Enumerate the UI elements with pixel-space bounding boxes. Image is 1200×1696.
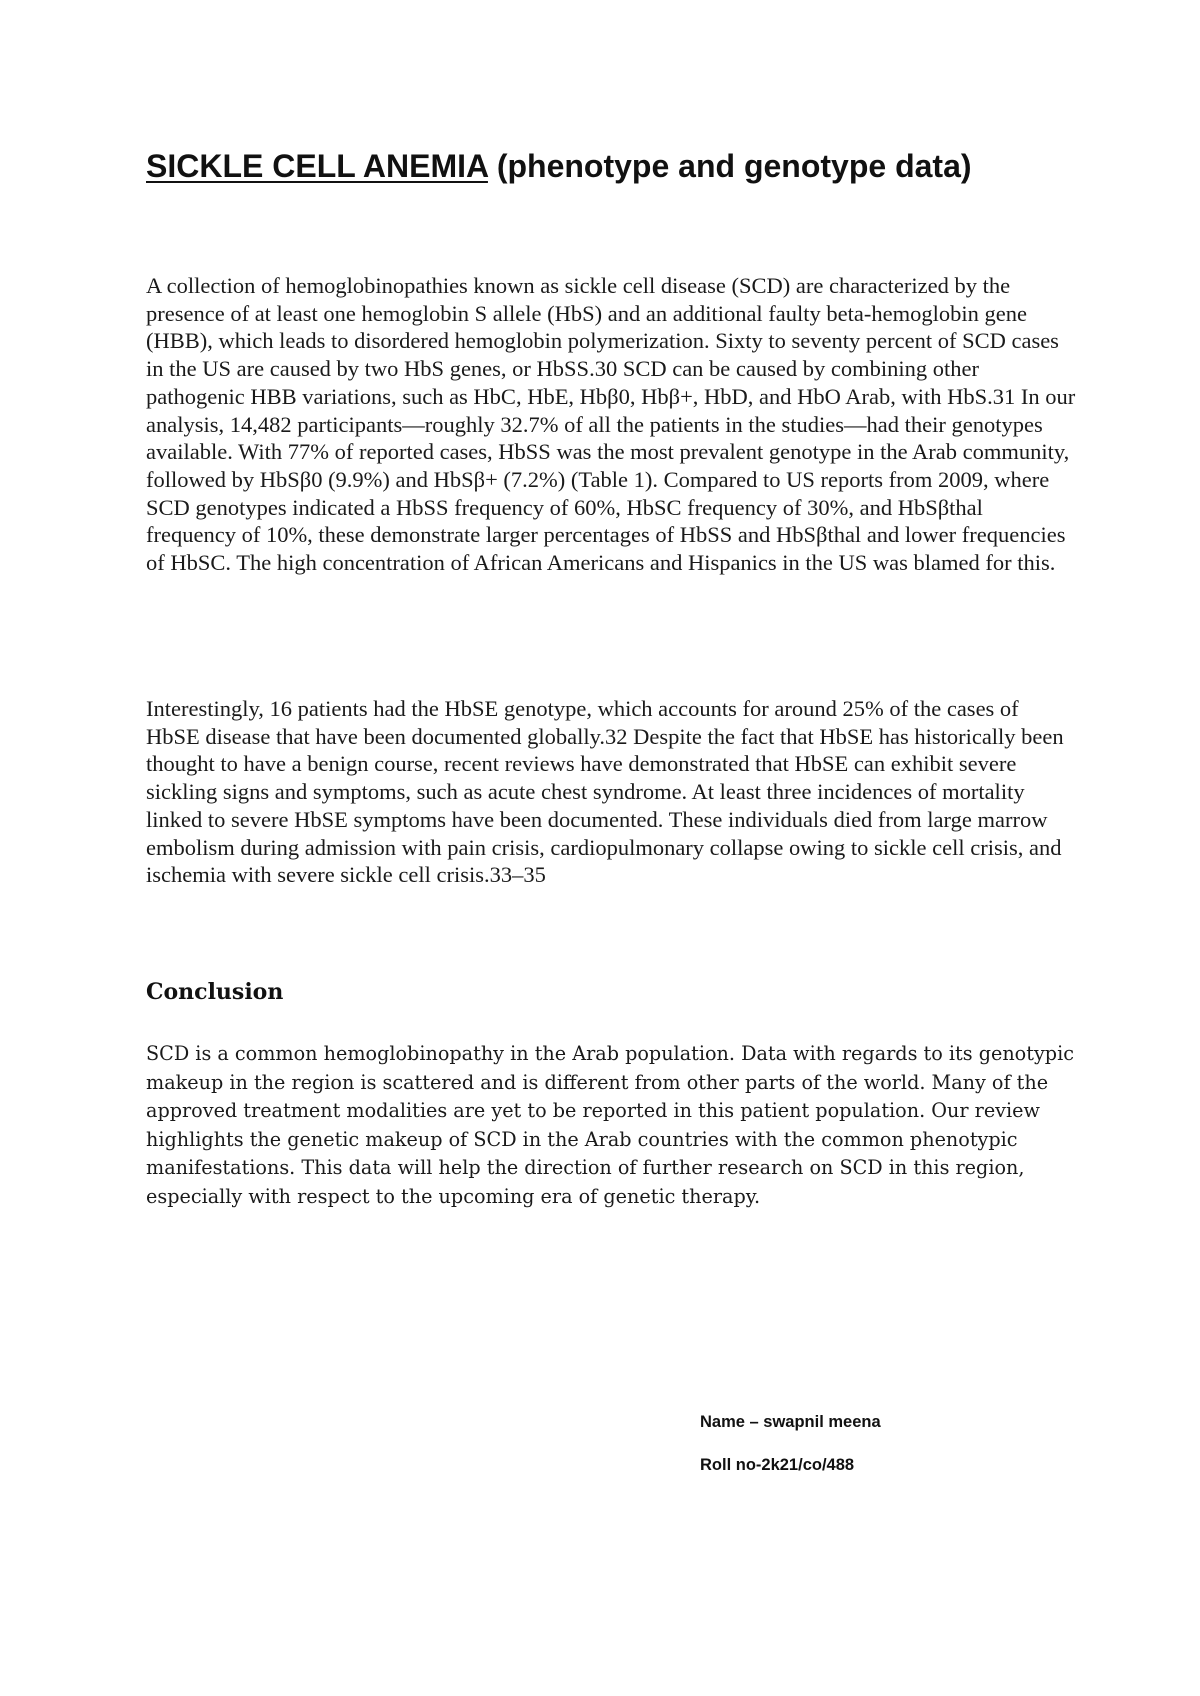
roll-number: Roll no-2k21/co/488: [700, 1456, 855, 1474]
conclusion-heading: Conclusion: [146, 979, 284, 1005]
title-underlined-text: SICKLE CELL ANEMIA: [146, 148, 488, 184]
title-subtitle-text: (phenotype and genotype data): [487, 148, 972, 184]
body-paragraph-1: A collection of hemoglobinopathies known as sickle cell disease (SCD) are characterized by the presence of at least one hemoglobin S allele (HbS) and an additional faulty beta-hemoglobin gene (HBB), which leads to disordered hemoglobin polymerization. Sixty to seventy percent of SCD cases in the US are caused by two HbS genes, or HbSS.30 SCD can be caused by combining other pathogenic HBB variations, such as HbC, HbE, Hbβ0, Hbβ+, HbD, and HbO Arab, with HbS.31 In our analysis, 14,482 participants—roughly 32.7% of all the patients in the studies—had their genotypes available. With 77% of reported cases, HbSS was the most prevalent genotype in the Arab community, followed by HbSβ0 (9.9%) and HbSβ+ (7.2%) (Table 1). Compared to US reports from 2009, where SCD genotypes indicated a HbSS frequency of 60%, HbSC frequency of 30%, and HbSβthal frequency of 10%, these demonstrate larger percentages of HbSS and HbSβthal and lower frequencies of HbSC. The high concentration of African Americans and Hispanics in the US was blamed for this.: [146, 273, 1076, 576]
author-name: Name – swapnil meena: [700, 1413, 881, 1431]
conclusion-paragraph: SCD is a common hemoglobinopathy in the Arab population. Data with regards to its genotypic makeup in the region is scattered and is different from other parts of the world. Many of the approved treatment modalities are yet to be reported in this patient population. Our review highlights the genetic makeup of SCD in the Arab countries with the common phenotypic manifestations. This data will help the direction of further research on SCD in this region, especially with respect to the upcoming era of genetic therapy.: [146, 1042, 1074, 1208]
document-title: [146, 146, 1106, 186]
body-paragraph-2: Interestingly, 16 patients had the HbSE genotype, which accounts for around 25% of the cases of HbSE disease that have been documented globally.32 Despite the fact that HbSE has historically been thought to have a benign course, recent reviews have demonstrated that HbSE can exhibit severe sickling signs and symptoms, such as acute chest syndrome. At least three incidences of mortality linked to severe HbSE symptoms have been documented. These individuals died from large marrow embolism during admission with pain crisis, cardiopulmonary collapse owing to sickle cell crisis, and ischemia with severe sickle cell crisis.33–35: [146, 696, 1064, 888]
